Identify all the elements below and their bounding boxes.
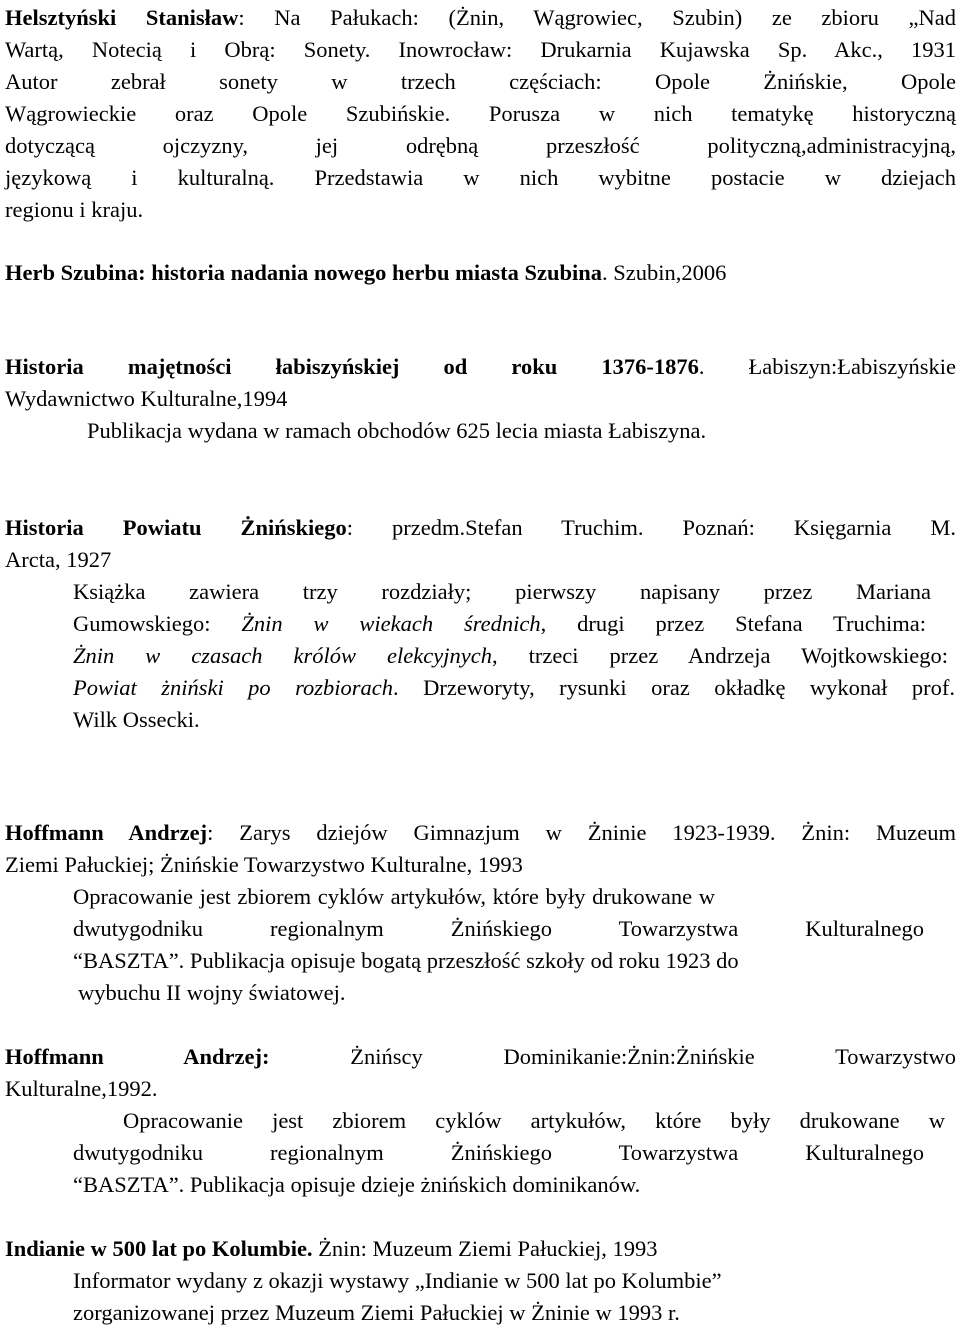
entry-line: Kulturalne,1992. — [5, 1076, 158, 1101]
entry-line — [5, 1233, 956, 1265]
entry-line: wybuchu II wojny światowej. — [78, 980, 346, 1005]
entry-title: Indianie w 500 lat po Kolumbie. — [5, 1236, 313, 1261]
entry-line — [5, 1041, 956, 1073]
entry-line: “BASZTA”. Publikacja opisuje dzieje żnińskich dominikanów. — [73, 1172, 641, 1197]
entry-line: Wilk Ossecki. — [73, 707, 200, 732]
entry-title: Herb Szubina: historia nadania nowego herbu miasta Szubina — [5, 260, 602, 285]
entry-title: Historia Powiatu Żnińskiego — [5, 515, 347, 540]
entry-author: Hoffmann Andrzej: — [5, 1044, 270, 1069]
entry-line: Wartą, Notecią i Obrą: Sonety. Inowrocław: Drukarnia Kujawska Sp. Akc., 1931 — [5, 37, 956, 62]
entry-line: Wągrowieckie oraz Opole Szubińskie. Porusza w nich tematykę historyczną — [5, 101, 956, 126]
entry-author: Helsztyński Stanisław — [5, 5, 239, 30]
entry-line: Wydawnictwo Kulturalne,1994 — [5, 386, 288, 411]
chapter-title: Żnin w wiekach średnich — [241, 611, 541, 636]
entry-text: : Zarys dziejów Gimnazjum w Żninie 1923-1939. Żnin: Muzeum — [207, 820, 956, 845]
entry-text: , drugi przez Stefana Truchima: — [540, 611, 926, 636]
entry-line: Opracowanie jest zbiorem cyklów artykułów, które były drukowane w — [73, 884, 715, 909]
entry-title: Historia majętności łabiszyńskiej od roku 1376-1876 — [5, 354, 699, 379]
entry-text: Żnin: Muzeum Ziemi Pałuckiej, 1993 — [312, 1236, 658, 1261]
entry-line — [73, 672, 955, 704]
entry-line: “BASZTA”. Publikacja opisuje bogatą przeszłość szkoły od roku 1923 do — [73, 948, 739, 973]
entry-text: . Szubin,2006 — [602, 260, 727, 285]
entry-line: Publikacja wydana w ramach obchodów 625 lecia miasta Łabiszyna. — [87, 418, 707, 443]
chapter-title: Powiat żniński po rozbiorach — [73, 675, 394, 700]
entry-line: dotyczącą ojczyzny, jej odrębną przeszłość polityczną,administracyjną, — [5, 133, 956, 158]
entry-line: dwutygodniku regionalnym Żnińskiego Towarzystwa Kulturalnego — [73, 1140, 924, 1165]
entry-line — [5, 351, 956, 383]
entry-line: Ziemi Pałuckiej; Żnińskie Towarzystwo Kulturalne, 1993 — [5, 852, 523, 877]
entry-line: Informator wydany z okazji wystawy „Indianie w 500 lat po Kolumbie” — [73, 1268, 722, 1293]
entry-line — [5, 257, 956, 289]
entry-text: . Łabiszyn:Łabiszyńskie — [698, 354, 956, 379]
entry-text: . Drzeworyty, rysunki oraz okładkę wykonał prof. — [393, 675, 955, 700]
entry-line — [5, 817, 956, 849]
entry-line — [73, 608, 926, 640]
entry-line: regionu i kraju. — [5, 197, 144, 222]
entry-text: : przedm.Stefan Truchim. Poznań: Księgarnia M. — [346, 515, 956, 540]
entry-line — [5, 512, 956, 544]
entry-line: Autor zebrał sonety w trzech częściach: Opole Żnińskie, Opole — [5, 69, 956, 94]
entry-line: Arcta, 1927 — [5, 547, 112, 572]
entry-line: Książka zawiera trzy rozdziały; pierwszy napisany przez Mariana — [73, 579, 931, 604]
chapter-title: Żnin w czasach królów elekcyjnych — [73, 643, 492, 668]
entry-line: językową i kulturalną. Przedstawia w nich wybitne postacie w dziejach — [5, 165, 956, 190]
entry-line: dwutygodniku regionalnym Żnińskiego Towarzystwa Kulturalnego — [73, 916, 924, 941]
entry-text: Żnińscy Dominikanie:Żnin:Żnińskie Towarzystwo — [269, 1044, 956, 1069]
entry-text: : Na Pałukach: (Żnin, Wągrowiec, Szubin) ze zbioru „Nad — [238, 5, 956, 30]
entry-author: Hoffmann Andrzej — [5, 820, 208, 845]
entry-line — [73, 640, 948, 672]
entry-line: Opracowanie jest zbiorem cyklów artykułów, które były drukowane w — [123, 1108, 945, 1133]
entry-text: , trzeci przez Andrzeja Wojtkowskiego: — [491, 643, 948, 668]
entry-text: Gumowskiego: — [73, 611, 242, 636]
entry-line: zorganizowanej przez Muzeum Ziemi Pałuckiej w Żninie w 1993 r. — [73, 1300, 680, 1325]
entry-line — [5, 2, 956, 34]
